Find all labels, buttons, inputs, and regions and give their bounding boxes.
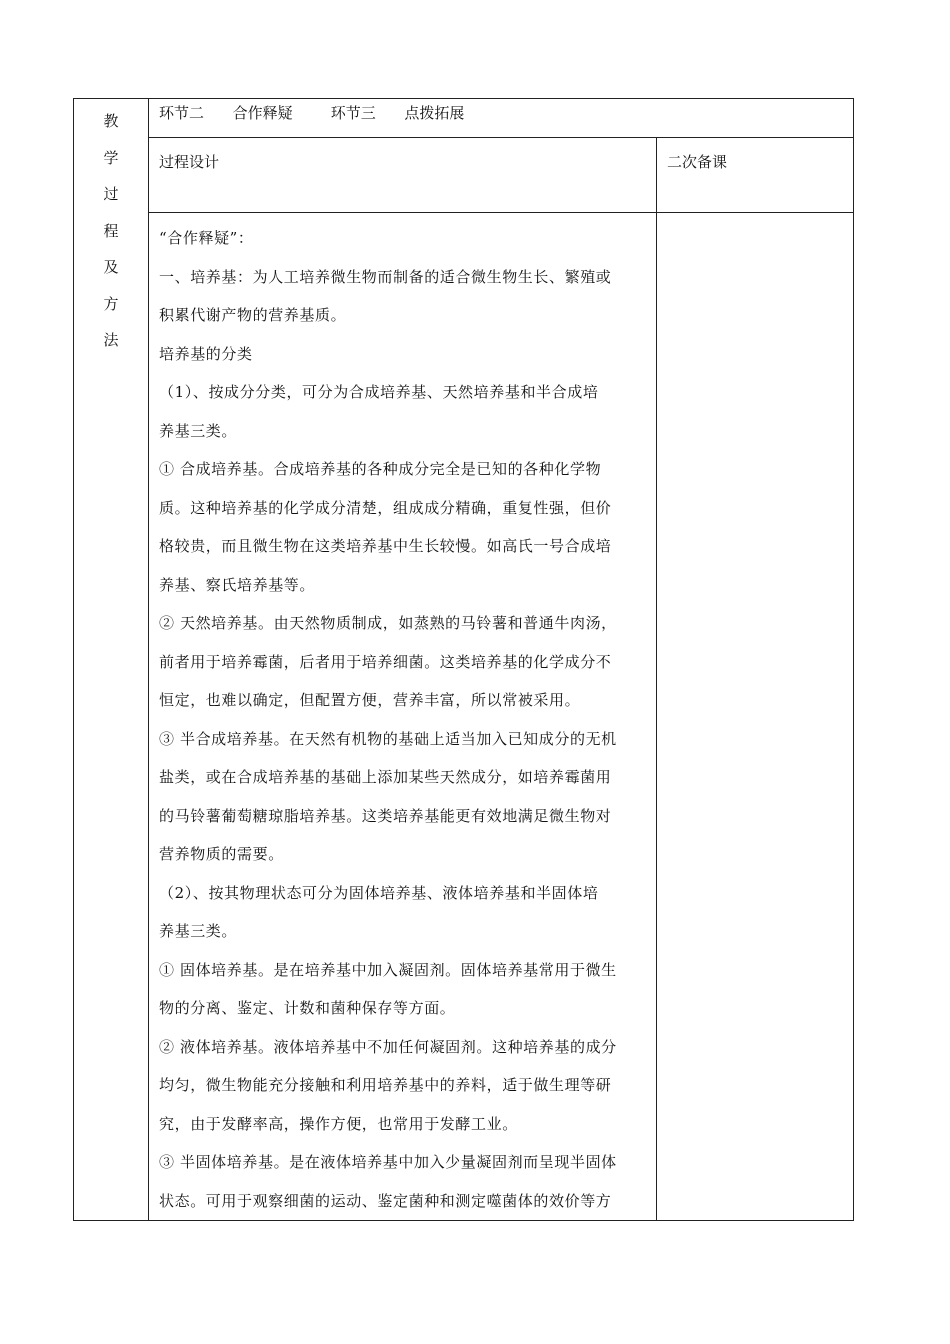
content-line: ③ 半固体培养基。是在液体培养基中加入少量凝固剂而呈现半固体 bbox=[159, 1153, 617, 1171]
side-title-char: 过 bbox=[103, 185, 119, 203]
section-header: 环节二 合作释疑 环节三 点拨拓展 bbox=[149, 99, 854, 138]
content-line: 究，由于发酵率高，操作方便，也常用于发酵工业。 bbox=[159, 1114, 518, 1133]
secondary-prep-heading: 二次备课 bbox=[657, 138, 854, 213]
process-design-heading: 过程设计 bbox=[149, 138, 657, 213]
content-line: “合作释疑”： bbox=[159, 229, 254, 247]
side-title-char: 学 bbox=[103, 148, 119, 167]
side-title-char: 程 bbox=[103, 221, 119, 240]
content-line: 的马铃薯葡萄糖琼脂培养基。这类培养基能更有效地满足微生物对 bbox=[159, 806, 612, 825]
process-content bbox=[149, 213, 657, 1221]
teaching-process-label-cell bbox=[74, 99, 149, 1221]
content-line: 物的分离、鉴定、计数和菌种保存等方面。 bbox=[159, 999, 456, 1017]
content-line: ① 固体培养基。是在培养基中加入凝固剂。固体培养基常用于微生 bbox=[159, 960, 617, 979]
content-line: （2）、按其物理状态可分为固体培养基、液体培养基和半固体培 bbox=[159, 883, 599, 902]
content-line: 状态。可用于观察细菌的运动、鉴定菌种和测定噬菌体的效价等方 bbox=[159, 1191, 612, 1210]
side-title-char: 及 bbox=[103, 258, 119, 276]
content-line: ② 液体培养基。液体培养基中不加任何凝固剂。这种培养基的成分 bbox=[159, 1037, 617, 1056]
content-line: （1）、按成分分类，可分为合成培养基、天然培养基和半合成培 bbox=[159, 383, 599, 401]
side-title-char: 法 bbox=[103, 331, 119, 349]
content-line: ② 天然培养基。由天然物质制成，如蒸熟的马铃薯和普通牛肉汤， bbox=[159, 614, 617, 632]
content-line: ③ 半合成培养基。在天然有机物的基础上适当加入已知成分的无机 bbox=[159, 729, 617, 748]
content-line: 养基三类。 bbox=[159, 421, 238, 440]
teaching-process-label bbox=[74, 99, 148, 359]
content-line: 培养基的分类 bbox=[159, 344, 253, 363]
content-line: 一、培养基：为人工培养微生物而制备的适合微生物生长、繁殖或 bbox=[159, 267, 612, 286]
content-line: ① 合成培养基。合成培养基的各种成分完全是已知的各种化学物 bbox=[159, 460, 602, 478]
content-line: 养基、察氏培养基等。 bbox=[159, 575, 316, 594]
content-line: 格较贵，而且微生物在这类培养基中生长较慢。如高氏一号合成培 bbox=[159, 537, 612, 555]
content-line: 营养物质的需要。 bbox=[159, 845, 284, 863]
side-title-char: 方 bbox=[103, 294, 119, 313]
content-line: 恒定，也难以确定，但配置方便，营养丰富，所以常被采用。 bbox=[159, 691, 581, 709]
content-line: 积累代谢产物的营养基质。 bbox=[159, 306, 347, 324]
lesson-plan-table bbox=[73, 98, 854, 1221]
content-line: 盐类，或在合成培养基的基础上添加某些天然成分，如培养霉菌用 bbox=[159, 768, 612, 786]
content-line: 质。这种培养基的化学成分清楚，组成成分精确，重复性强，但价 bbox=[159, 498, 612, 517]
content-line: 前者用于培养霉菌，后者用于培养细菌。这类培养基的化学成分不 bbox=[159, 652, 612, 671]
side-title-char: 教 bbox=[103, 112, 119, 130]
content-line: 均匀，微生物能充分接触和利用培养基中的养料，适于做生理等研 bbox=[159, 1076, 612, 1094]
content-line: 养基三类。 bbox=[159, 922, 238, 940]
secondary-prep-notes bbox=[657, 213, 854, 1221]
